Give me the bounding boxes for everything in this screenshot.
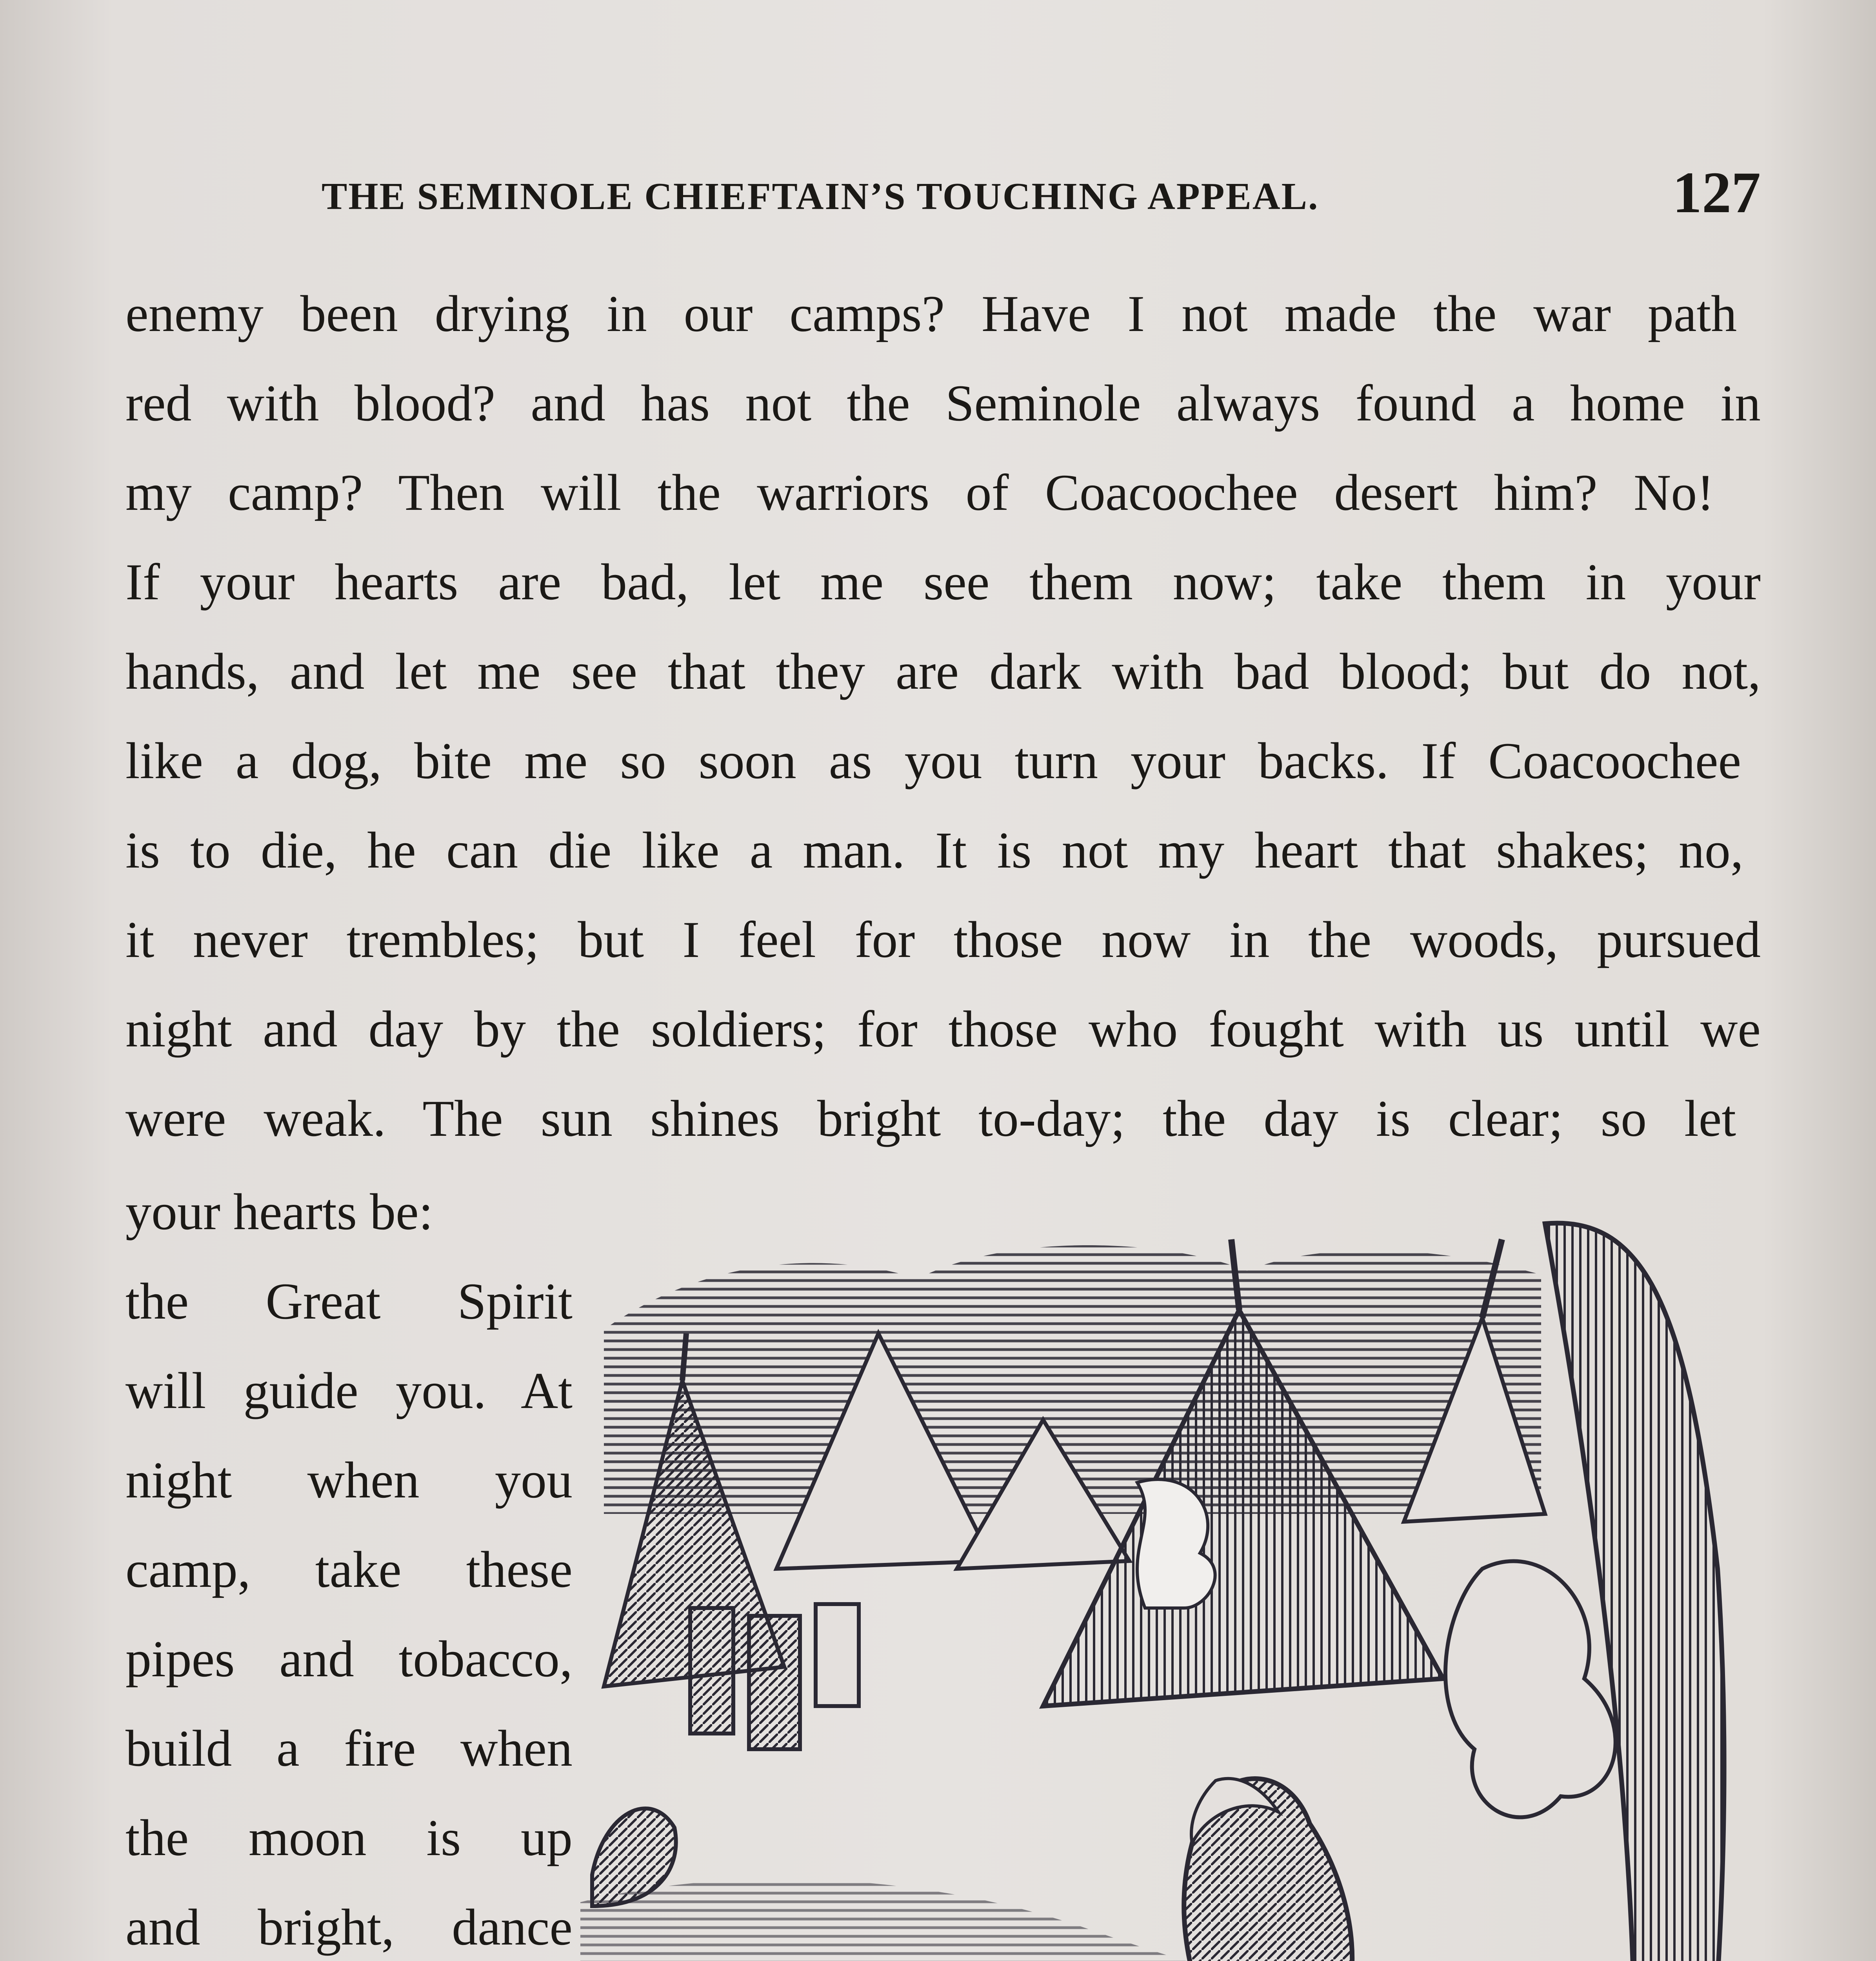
text-line-8: it never trembles; but I feel for those now in the woods, pursued: [125, 911, 1761, 968]
text-line-15: camp, take these: [125, 1541, 573, 1598]
text-line-18: the moon is up: [125, 1809, 573, 1866]
text-line-9: night and day by the soldiers; for those who fought with us until we: [125, 1000, 1761, 1058]
running-title: THE SEMINOLE CHIEFTAIN’S TOUCHING APPEAL.: [322, 175, 1319, 218]
text-line-5: hands, and let me see that they are dark with bad blood; but do not,: [125, 642, 1761, 700]
foliage: [1445, 1561, 1616, 1817]
text-line-3: my camp? Then will the warriors of Coacoochee desert him? No!: [125, 464, 1714, 521]
text-line-11: your hearts be:: [125, 1183, 433, 1241]
text-line-10: were weak. The sun shines bright to-day; the day is clear; so let: [125, 1090, 1736, 1147]
text-line-7: is to die, he can die like a man. It is not my heart that shakes; no,: [125, 821, 1743, 879]
text-line-13: will guide you. At: [125, 1362, 573, 1419]
figures-standing: [690, 1604, 859, 1749]
text-line-16: pipes and tobacco,: [125, 1630, 573, 1688]
engraving-camp-scene-icon: [580, 1216, 1757, 1961]
text-line-17: build a fire when: [125, 1719, 573, 1777]
text-line-4: If your hearts are bad, let me see them now; take them in your: [125, 553, 1761, 611]
page-number: 127: [1672, 160, 1761, 225]
running-header: [298, 159, 1765, 237]
text-line-6: like a dog, bite me so soon as you turn your backs. If Coacoochee: [125, 732, 1741, 789]
text-line-2: red with blood? and has not the Seminole always found a home in: [125, 374, 1761, 432]
text-line-14: night when you: [125, 1451, 573, 1509]
text-line-19: and bright, dance: [125, 1898, 573, 1956]
text-line-1: enemy been drying in our camps? Have I not made the war path: [125, 285, 1737, 342]
text-line-12: the Great Spirit: [125, 1272, 573, 1330]
ground: [580, 1879, 1639, 1961]
